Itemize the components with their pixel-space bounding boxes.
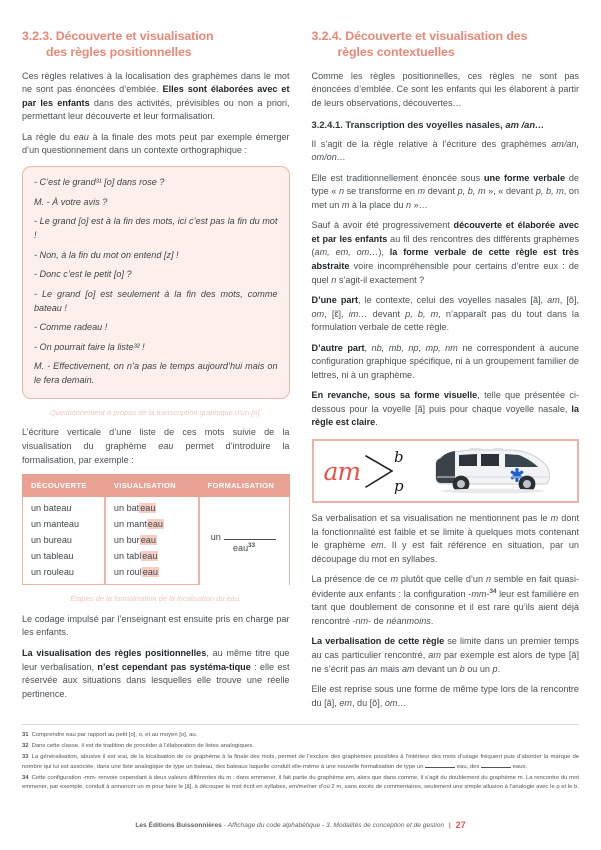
text-run: , du [õ], — [351, 697, 385, 708]
italic-run: an — [367, 663, 378, 674]
footnote-item — [22, 774, 579, 793]
ambulance-van-photo — [431, 444, 555, 498]
text-run: : elle est réservée aux situations dans lesquelles elle trouve une réelle pertinence. — [22, 661, 290, 699]
text-run: , — [364, 342, 372, 353]
text-run: . — [430, 615, 434, 626]
right-heading-line2: règles contextuelles — [337, 45, 455, 60]
right-paragraph-7 — [312, 389, 580, 430]
formalisation-table — [22, 474, 290, 585]
text-run: Sa verbalisation et sa visualisation ne mentionnent pas le — [311, 513, 551, 523]
cell-decouverte: un bureau — [22, 532, 105, 548]
footer-dash: - — [321, 822, 325, 829]
text-run: dans des activités, prévisibles ou non a priori, permettant leur découverte et leur formalisation. — [22, 97, 290, 122]
text-run: », « devant — [485, 186, 536, 197]
text-run: 3.2.4.1. Transcription des voyelles nasales, — [311, 119, 506, 131]
italic-run: am /an… — [505, 119, 545, 131]
dialogue-line: - Le grand [o] est seulement à la fin des mots, comme bateau ! — [34, 288, 278, 313]
branching-arrow-graphic — [362, 446, 414, 496]
cell-decouverte: un tableau — [22, 548, 105, 564]
footnote-text: Dans cette classe, il est de tradition de procéder à l’élaboration de listes analogiques. — [31, 743, 254, 750]
left-section-heading — [22, 28, 290, 61]
right-paragraph-8 — [312, 512, 580, 566]
text-run: mais — [377, 663, 402, 674]
right-paragraph-5 — [312, 294, 580, 335]
italic-run: em — [339, 697, 352, 708]
footnote-text: Cette configuration -mm- renvoie cependant à deux valeurs différentes du m : dans emmener, il fait partie du graphème em, alors que dans comme, il s’agit du doublement du graphème m. La rencontre du mot emmener, par exemple, conduit à annoncer un m pour faire le [ã], à découper le mot écrit en syllabes, em/me/ner d’où 2 m, sans excès de commentaires, seulement une simple allusion à l’analogie avec le p et le b. — [22, 774, 579, 791]
text-run: ou un — [464, 663, 493, 674]
left-heading-line2: des règles positionnelles — [46, 45, 192, 60]
highlighted-grapheme: eau — [147, 519, 163, 530]
text-run: , [õ], — [559, 295, 579, 306]
left-paragraph-1 — [22, 70, 290, 124]
dialogue-line: - Non, à la fin du mot on entend [z] ! — [34, 249, 179, 260]
right-section-heading — [312, 28, 580, 61]
text-run: , n’apparaît pas du tout dans la formulation verbale de cette règle. — [311, 308, 579, 333]
italic-run: néanmoins — [386, 615, 431, 626]
word-stem: un bur — [113, 535, 140, 546]
table-header-row — [22, 474, 290, 497]
right-paragraph-10 — [312, 635, 580, 676]
bold-run: une forme verbale — [484, 172, 566, 183]
italic-run: em — [370, 540, 384, 551]
formalisation-prefix: un — [210, 532, 224, 543]
highlighted-grapheme: eau — [142, 567, 158, 578]
italic-run: mm — [471, 588, 487, 599]
italic-run: nb, mb, np, mp, nm — [371, 342, 458, 353]
footer-separator: - — [223, 822, 226, 829]
footnote-divider — [22, 724, 579, 725]
italic-run: p, b, m — [457, 186, 486, 197]
italic-run: p, b, m — [535, 186, 564, 197]
text-run: Sauf à avoir été progressivement — [311, 220, 454, 231]
bold-run: La verbalisation de cette règle — [311, 636, 445, 647]
right-paragraph-4 — [312, 219, 580, 287]
blank-line — [425, 763, 455, 768]
bold-run: découverte et élaborée avec et par les enfants — [311, 220, 579, 244]
table-row — [22, 497, 290, 516]
table-header-formalisation: FORMALISATION — [199, 474, 290, 497]
text-run: , le contexte, celui des voyelles nasales [ã], — [358, 295, 548, 306]
text-run: L’écriture verticale d’une liste de ces mots suivie de la visualisation du graphème — [22, 427, 290, 452]
footnote-text: eaux. — [511, 763, 528, 770]
right-paragraph-1: Comme les règles positionnelles, ces règles ne sont pas énoncées d’emblée. Ce sont les enfants qui les élaborent à partir de leurs observations, découvertes… — [311, 70, 579, 108]
bold-run: n’est cependant pas systéma-tique — [97, 661, 251, 672]
two-column-layout — [22, 28, 579, 718]
text-run: se limite dans un premier temps au cas particulier rencontré, — [311, 636, 579, 660]
left-paragraph-4: Le codage impulsé par l’enseignant est ensuite pris en charge par les enfants. — [22, 613, 290, 638]
dialogue-line: - Donc c’est le petit [o] ? — [34, 269, 132, 280]
right-paragraph-9 — [312, 573, 580, 628]
footnote-item — [22, 753, 579, 772]
text-run: . — [375, 417, 378, 428]
text-run: , on met un — [311, 186, 579, 210]
text-run: voire incompréhensible pour certains d’entre eux : de quel — [311, 260, 579, 285]
left-column — [22, 28, 290, 718]
highlighted-grapheme: eau — [142, 551, 158, 562]
right-paragraph-2 — [312, 138, 580, 165]
text-run: »… — [411, 199, 428, 210]
bold-run: D’autre part — [311, 342, 365, 353]
text-run: . Il y est fait référence en situation, par un découpage du mot en syllabes. — [311, 540, 579, 564]
page-number: 27 — [455, 820, 466, 830]
illustration-left-group — [320, 446, 415, 496]
cell-visualisation — [105, 532, 199, 548]
text-run: plutôt que celle d’un — [398, 574, 486, 585]
footnote-text: Comprendre eau par rapport au petit [o], o, et au moyen [o], au. — [31, 732, 198, 738]
cell-visualisation — [105, 516, 199, 532]
italic-run: eau — [73, 131, 89, 142]
bold-run: En revanche, sous sa forme visuelle — [311, 390, 478, 401]
footnote-item — [22, 731, 579, 741]
text-run: à la place du — [349, 199, 407, 210]
cell-formalisation — [199, 497, 290, 585]
cell-visualisation — [105, 564, 199, 585]
dialogue-line: - Comme radeau ! — [34, 322, 108, 333]
left-heading-line1: 3.2.3. Découverte et visualisation — [22, 29, 214, 43]
text-run: , telle que présentée ci-dessous pour la voyelle [ã] puis pour chaque voyelle nasale, — [311, 390, 580, 414]
right-subsection-heading — [312, 119, 580, 131]
footer-publisher: Les Éditions Buissonnières — [135, 822, 222, 829]
table-header-visualisation: VISUALISATION — [105, 474, 199, 497]
italic-run: im… — [348, 308, 368, 319]
text-run: Elle est traditionnellement énoncée sous — [311, 172, 484, 183]
table-header-decouverte: DÉCOUVERTE — [22, 474, 105, 497]
text-run: au fil des rencontres des différents graphèmes ( — [311, 233, 579, 258]
text-run: par exemple est alors de type [ã] ne s’écrit pas — [311, 649, 579, 674]
text-run: devant un — [414, 663, 460, 674]
left-paragraph-5 — [22, 647, 290, 701]
text-run: leur est familière en tant que doublement de consonne et il est rare qu’ils aient déjà rencontré - — [311, 588, 579, 626]
text-run: La règle du — [22, 131, 74, 142]
italic-run: am, em, om… — [314, 247, 379, 258]
footnote-ref: 34 — [489, 587, 497, 595]
text-run: ne correspondent à aucune configuration graphique spécifique, ni à un groupement familier de lettres, ni à un graphème. — [311, 342, 579, 380]
italic-run: am — [547, 295, 560, 306]
text-run: ), — [378, 247, 390, 258]
text-run: - de — [368, 615, 387, 626]
bold-run: D’une part — [311, 295, 358, 306]
text-run: . — [497, 663, 501, 674]
right-heading-line1: 3.2.4. Découverte et visualisation des — [311, 29, 528, 43]
formalisation-suffix: eau — [232, 543, 249, 554]
blank-line — [481, 763, 511, 768]
footnote-text: La généralisation, abusive il est vrai, de la localisation de ce graphème à la finale des mots, permet de l’exclure des graphèmes possibles à l’intérieur des mots d’usage fréquent puis d’aborder la marque de nombre qui lui est associée, dans une liste analogique de type un bateau, des bateaux laquelle conduit elle-même à une nouvelle formalisation de type un — [22, 754, 579, 770]
italic-run: eau — [158, 441, 174, 452]
italic-run: am — [428, 649, 441, 660]
bold-run: la forme verbale de cette règle est très abstraite — [311, 247, 579, 271]
right-paragraph-11 — [312, 683, 580, 710]
text-run: dont la fonctionnalité est faible et se limite à quelques mots contenant le graphème — [311, 513, 579, 551]
highlighted-grapheme: eau — [140, 503, 156, 514]
dialogue-caption: Questionnement à propos de la transcription graphique d’un [o]. — [49, 407, 262, 417]
left-paragraph-2 — [22, 131, 290, 158]
dialogue-line: M. - À votre avis ? — [34, 196, 108, 207]
branch-letter-p: p — [394, 477, 404, 495]
bold-run: Elles sont élaborées avec et par les enfants — [22, 84, 290, 108]
cell-decouverte: un manteau — [22, 516, 105, 532]
text-run: , [ɛ̃], — [324, 308, 349, 319]
footer-title: Affichage du code alphabétique — [227, 822, 321, 829]
italic-run: m — [417, 186, 426, 197]
text-run: Elle est reprise sous une forme de même type lors de la rencontre du [ã], — [311, 684, 579, 708]
footnote-ref: 33 — [248, 542, 256, 550]
word-stem: un bat — [113, 503, 140, 514]
cell-visualisation — [105, 497, 199, 516]
dialogue-line: M. - Effectivement, on n’a pas le temps aujourd’hui mais on le fera demain. — [34, 361, 278, 386]
ambulance-photo-wrap — [414, 444, 571, 498]
word-stem: un tabl — [113, 551, 142, 562]
footer-chapter: 3. Modalités de conception et de gestion — [326, 822, 445, 829]
cursive-am-word: am — [323, 456, 361, 486]
italic-run: am/an, om/on… — [311, 138, 579, 163]
italic-run: b — [459, 663, 465, 674]
italic-run: om… — [384, 697, 407, 708]
italic-run: m — [390, 574, 399, 585]
word-stem: un roul — [113, 567, 142, 578]
footnote-item — [22, 742, 579, 752]
italic-run: p — [492, 663, 498, 674]
text-run: à la finale des mots peut par exemple émerger d’un questionnement dans un contexte orthographique : — [22, 131, 290, 156]
text-run: se transforme en — [344, 186, 418, 197]
italic-run: p, b, m — [405, 308, 439, 319]
text-run: devant — [425, 186, 458, 197]
italic-run: m — [550, 513, 559, 523]
cell-decouverte: un rouleau — [22, 564, 105, 585]
left-paragraph-3 — [22, 426, 290, 467]
text-run: semble en fait quasi-évidente aux enfants : la configuration - — [311, 574, 580, 599]
branch-letter-b: b — [394, 448, 404, 466]
table-caption: Étapes de la formalisation de la localisation du eau. — [70, 594, 242, 604]
italic-run: n — [338, 186, 344, 197]
text-run: devant — [367, 308, 406, 319]
cell-visualisation — [105, 548, 199, 564]
highlighted-grapheme: eau — [140, 535, 156, 546]
italic-run: n — [485, 574, 491, 585]
italic-run: om — [311, 308, 325, 319]
text-run: s’agit-il exactement ? — [336, 274, 425, 285]
footnote-number: 34 — [22, 774, 29, 781]
text-run: La présence de ce — [311, 574, 391, 585]
dialogue-callout-box — [22, 166, 290, 399]
text-run: de type « — [311, 172, 579, 197]
dialogue-line: - Le grand [o] est à la fin des mots, ici c’est pas la fin du mot ! — [34, 216, 278, 240]
blank-line — [224, 532, 276, 540]
footnote-text: eau, des — [455, 763, 481, 770]
text-run: - — [486, 588, 490, 599]
cell-decouverte: un bateau — [22, 497, 105, 516]
bold-run: la règle est claire — [311, 403, 579, 428]
text-run: Il s’agit de la règle relative à l’écriture des graphèmes — [311, 138, 552, 149]
footnotes-block — [22, 731, 579, 793]
dialogue-line: - On pourrait faire la liste³² ! — [34, 341, 145, 352]
italic-run: nm — [355, 615, 369, 626]
bold-run: La visualisation des règles positionnelles — [22, 647, 207, 658]
text-run: permet d’introduire la formalisation, par exemple : — [22, 441, 290, 465]
italic-run: n — [406, 199, 412, 210]
right-column — [312, 28, 580, 718]
italic-run: n — [331, 274, 337, 285]
italic-run: am — [402, 663, 415, 674]
dialogue-line: - C’est le grand³¹ [o] dans rose ? — [34, 177, 165, 188]
text-run: Ces règles relatives à la localisation des graphèmes dans le mot ne sont pas énoncées d’emblée. — [22, 70, 290, 95]
footnote-number: 31 — [22, 732, 29, 738]
am-rule-illustration-box — [312, 439, 580, 503]
right-paragraph-6 — [312, 342, 580, 383]
right-paragraph-3 — [312, 172, 580, 213]
footer-bar: | — [448, 822, 451, 829]
text-run: , au même titre que leur verbalisation, — [22, 647, 290, 672]
italic-run: m — [341, 199, 350, 210]
footnote-number: 32 — [22, 743, 29, 750]
footnote-number: 33 — [22, 754, 29, 761]
word-stem: un mant — [113, 519, 147, 530]
page-footer — [0, 820, 601, 830]
